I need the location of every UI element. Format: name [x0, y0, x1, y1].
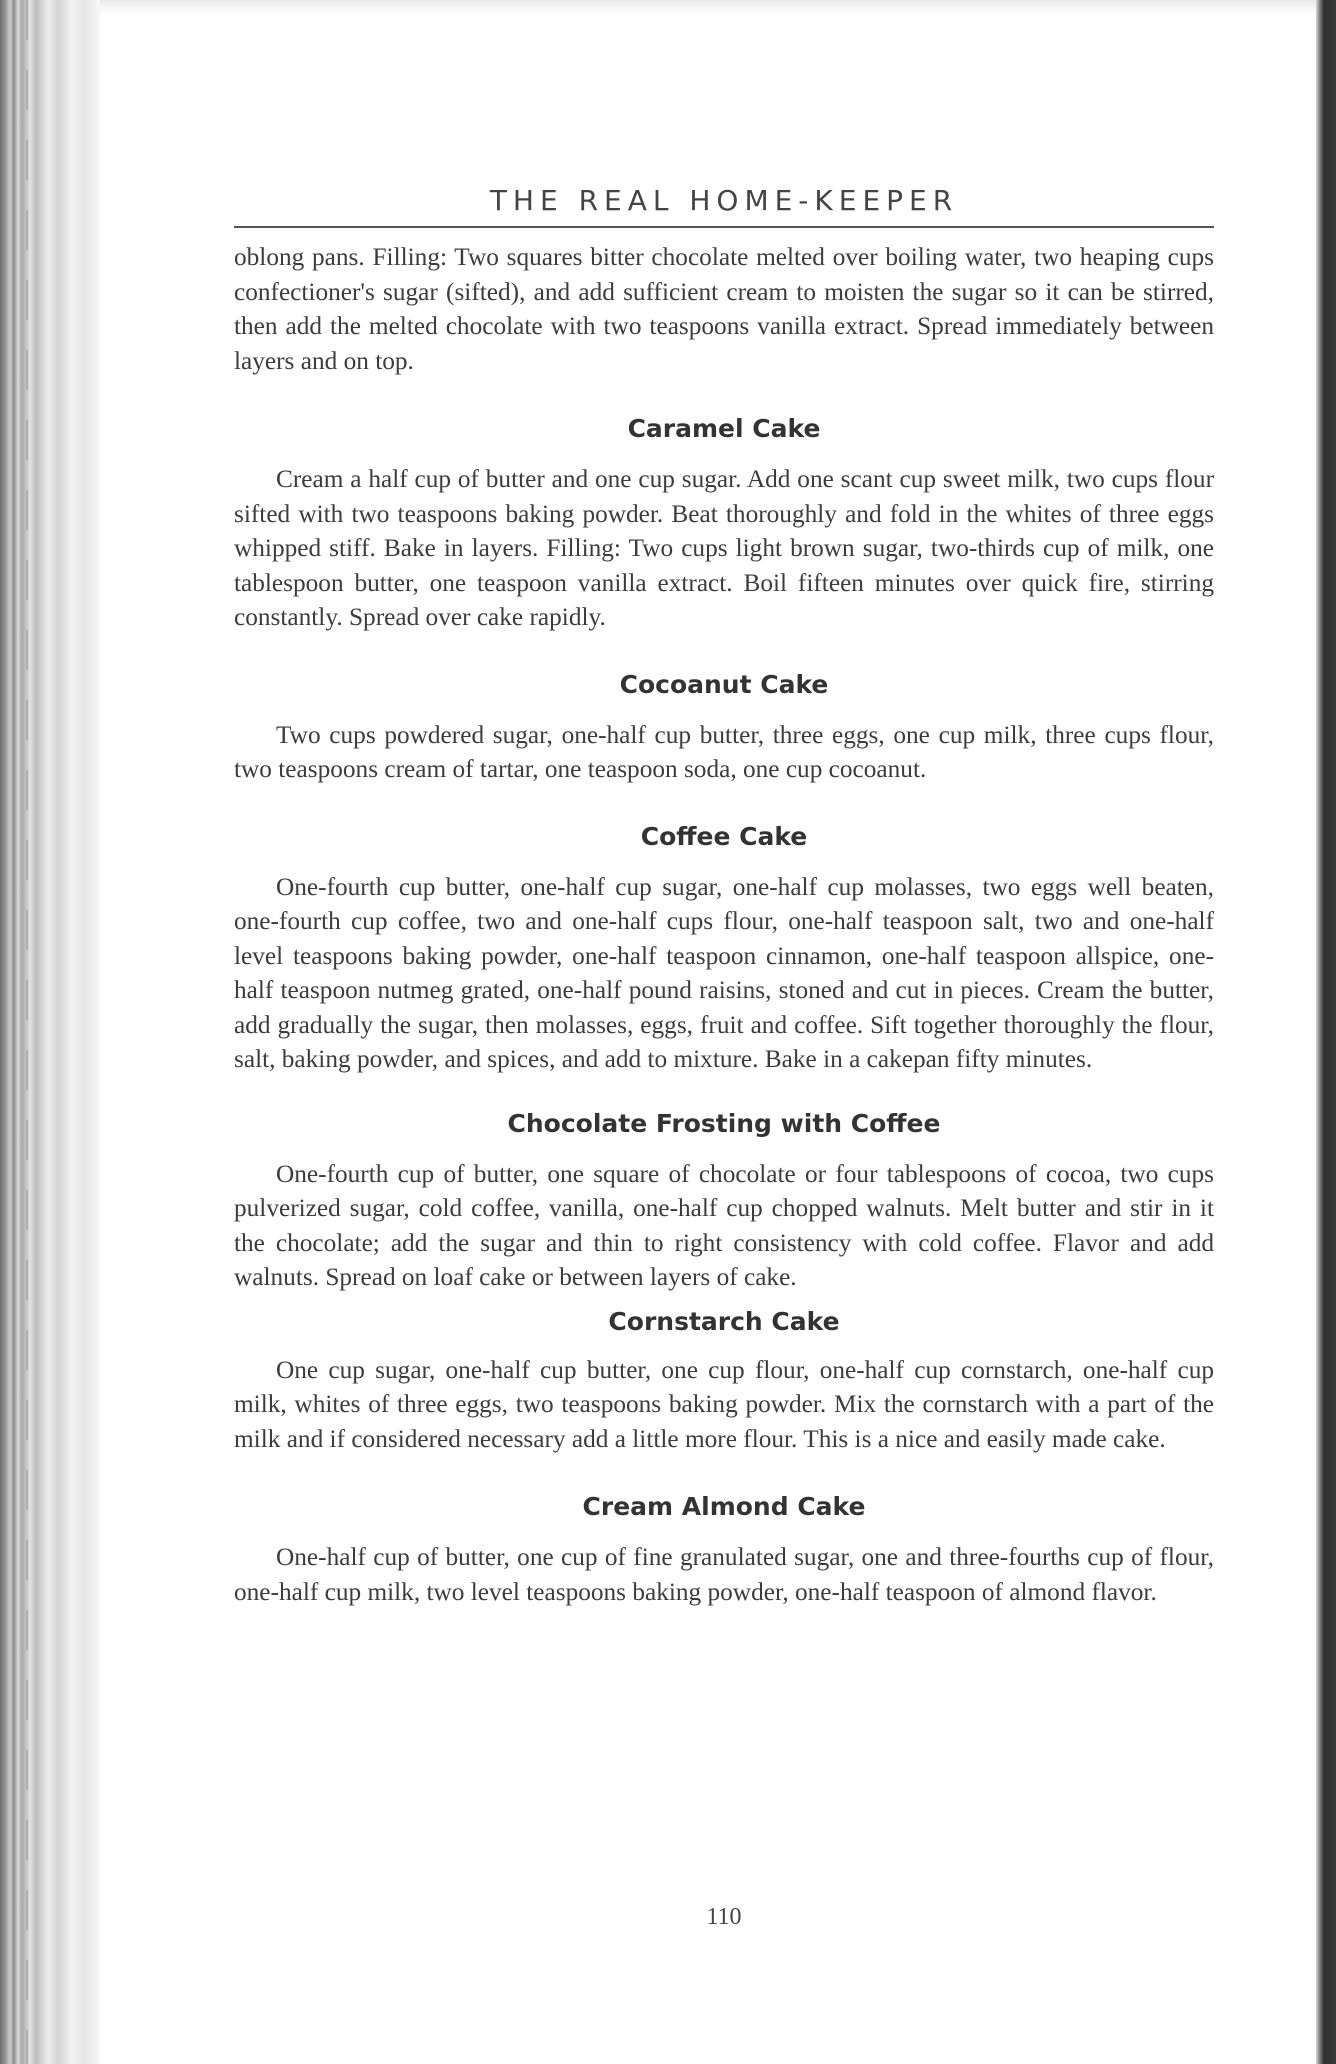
recipe-title-cornstarch-cake: Cornstarch Cake — [608, 1306, 840, 1336]
recipe-title-chocolate-frosting: Chocolate Frosting with Coffee — [507, 1108, 941, 1138]
recipe-text-coffee-cake: One-fourth cup butter, one-half cup sugar, one-half cup molasses, two eggs well beaten, one-fourth cup coffee, two and one-half cups flour, one-half teaspoon salt, two and one-half level teaspoons baking powder, one-half teaspoon cinnamon, one-half teaspoon allspice, one-half teaspoon nutmeg grated, one-half pound raisins, stoned and cut in pieces. Cream the butter, add gradually the sugar, then molasses, eggs, fruit and coffee. Sift together thoroughly the flour, salt, baking powder, and spices, and add to mixture. Bake in a cakepan fifty minutes. — [234, 872, 1214, 1073]
running-head: THE REAL HOME-KEEPER — [489, 184, 959, 217]
recipe-text-cocoanut-cake: Two cups powdered sugar, one-half cup butter, three eggs, one cup milk, three cups flour, two teaspoons cream of tartar, one teaspoon soda, one cup cocoanut. — [234, 720, 1214, 783]
book-right-edge — [1316, 0, 1336, 2064]
page-number: 110 — [706, 1904, 742, 1930]
continued-paragraph: oblong pans. Filling: Two squares bitter chocolate melted over boiling water, two heaping cups confectioner's sugar (sifted), and add sufficient cream to moisten the sugar so it can be stirred, then add the melted chocolate with two teaspoons vanilla extract. Spread immediately between layers and on top. — [234, 243, 1214, 375]
recipe-title-coffee-cake: Coffee Cake — [640, 821, 808, 851]
recipe-text-caramel-cake: Cream a half cup of butter and one cup sugar. Add one scant cup sweet milk, two cups flour sifted with two teaspoons baking powder. Beat thoroughly and fold in the whites of three eggs whipped stiff. Bake in layers. Filling: Two cups light brown sugar, two-thirds cup of milk, one tablespoon butter, one teaspoon vanilla extract. Boil fifteen minutes over quick fire, stirring constantly. Spread over cake rapidly. — [234, 465, 1214, 631]
page-top-shadow — [100, 0, 1316, 14]
recipe-title-cocoanut-cake: Cocoanut Cake — [619, 669, 829, 699]
recipe-title-caramel-cake: Caramel Cake — [627, 414, 821, 443]
book-page-edges — [0, 0, 100, 2064]
recipe-text-chocolate-frosting: One-fourth cup of butter, one square of chocolate or four tablespoons of cocoa, two cups pulverized sugar, cold coffee, vanilla, one-half cup chopped walnuts. Melt butter and stir in it the chocolate; add the sugar and thin to right consistency with cold coffee. Flavor and add walnuts. Spread on loaf cake or between layers of cake. — [234, 1159, 1214, 1291]
book-page — [234, 180, 1214, 1609]
recipe-title-cream-almond-cake: Cream Almond Cake — [582, 1492, 866, 1521]
header-rule — [234, 226, 1214, 228]
recipe-text-cream-almond-cake: One-half cup of butter, one cup of fine granulated sugar, one and three-fourths cup of flour, one-half cup milk, two level teaspoons baking powder, one-half teaspoon of almond flavor. — [234, 1543, 1214, 1606]
recipe-text-cornstarch-cake: One cup sugar, one-half cup butter, one cup flour, one-half cup cornstarch, one-half cup milk, whites of three eggs, two teaspoons baking powder. Mix the cornstarch with a part of the milk and if considered necessary add a little more flour. This is a nice and easily made cake. — [234, 1355, 1214, 1453]
